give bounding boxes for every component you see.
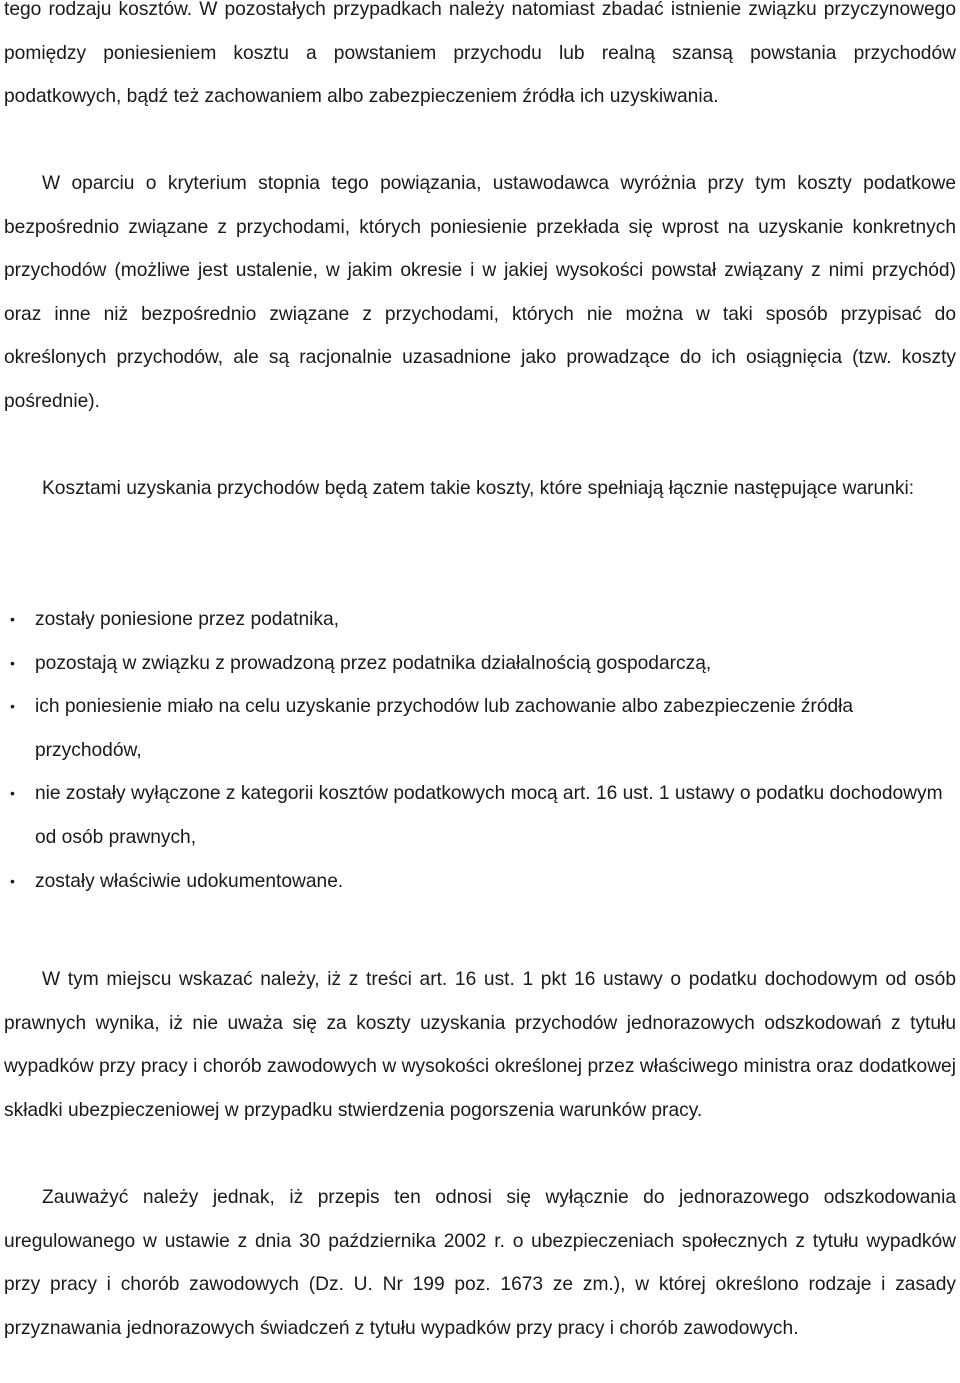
list-item-text: pozostają w związku z prowadzoną przez podatnika działalnością gospodarczą, [35, 652, 712, 674]
list-item [0, 685, 956, 772]
bullet-icon: • [10, 654, 15, 671]
list-item-text: nie zostały wyłączone z kategorii kosztów podatkowych mocą art. 16 ust. 1 ustawy o podatku dochodowym od osób prawnych, [35, 783, 943, 848]
list-item-text: ich poniesienie miało na celu uzyskanie przychodów lub zachowanie albo zabezpieczenie źródła przychodów, [35, 696, 854, 761]
list-item [0, 772, 956, 859]
list-item [0, 598, 956, 642]
paragraph-article-16: W tym miejscu wskazać należy, iż z treści art. 16 ust. 1 pkt 16 ustawy o podatku dochodowym od osób prawnych wynika, iż nie uważa się za koszty uzyskania przychodów jednorazowych odszkodowań z tytułu wypadków przy pracy i chorób zawodowych w wysokości określonej przez właściwego ministra oraz dodatkowej składki ubezpieczeniowej w przypadku stwierdzenia pogorszenia warunków pracy. [4, 969, 956, 1121]
list-item [0, 642, 956, 686]
paragraph-cost-criteria: W oparciu o kryterium stopnia tego powiązania, ustawodawca wyróżnia przy tym koszty podatkowe bezpośrednio związane z przychodami, których poniesienie przekłada się wprost na uzyskanie konkretnych przychodów (możliwe jest ustalenie, w jakim okresie i w jakiej wysokości powstał związany z nimi przychód) oraz inne niż bezpośrednio związane z przychodami, których nie można w taki sposób przypisać do określonych przychodów, ale są racjonalnie uzasadnione jako prowadzące do ich osiągnięcia (tzw. koszty pośrednie). [4, 173, 956, 412]
bullet-icon: • [10, 698, 15, 715]
bullet-icon: • [10, 872, 15, 889]
paragraph-compensation-scope: Zauważyć należy jednak, iż przepis ten odnosi się wyłącznie do jednorazowego odszkodowania uregulowanego w ustawie z dnia 30 października 2002 r. o ubezpieczeniach społecznych z tytułu wypadków przy pracy i chorób zawodowych (Dz. U. Nr 199 poz. 1673 ze zm.), w której określono rodzaje i zasady przyznawania jednorazowych świadczeń z tytułu wypadków przy pracy i chorób zawodowych. [4, 1187, 956, 1339]
conditions-list [0, 598, 956, 903]
list-item [0, 860, 956, 904]
paragraph-conditions-intro: Kosztami uzyskania przychodów będą zatem takie koszty, które spełniają łącznie następujące warunki: [42, 478, 915, 499]
paragraph-continuation: tego rodzaju kosztów. W pozostałych przypadkach należy natomiast zbadać istnienie związku przyczynowego pomiędzy poniesieniem kosztu a powstaniem przychodu lub realną szansą powstania przychodów podatkowych, bądź też zachowaniem albo zabezpieczeniem źródła ich uzyskiwania. [4, 0, 956, 108]
list-item-text: zostały właściwie udokumentowane. [35, 870, 344, 892]
list-item-text: zostały poniesione przez podatnika, [35, 609, 339, 630]
bullet-icon: • [10, 611, 15, 627]
bullet-icon: • [10, 785, 15, 802]
